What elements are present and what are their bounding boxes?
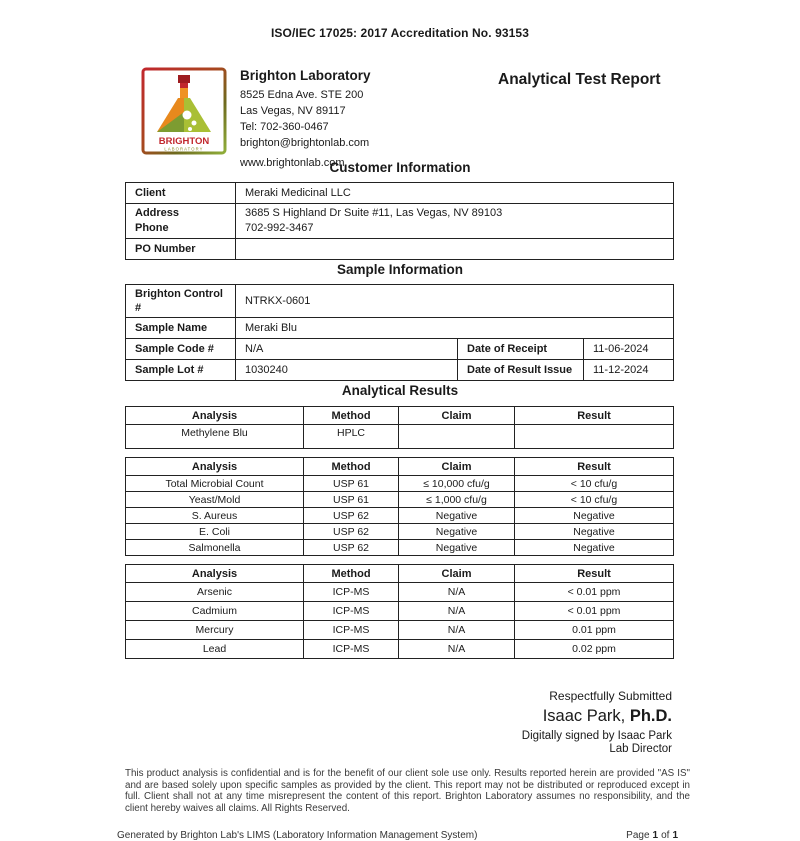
analytical-results-heading: Analytical Results (341, 383, 459, 398)
table-row: Methylene Blu HPLC (126, 425, 674, 449)
col-method: Method (304, 458, 399, 476)
date-issue-value: 11-12-2024 (584, 360, 674, 381)
col-analysis: Analysis (126, 458, 304, 476)
lab-phone: Tel: 702-360-0467 (240, 121, 329, 133)
table-header-row (126, 565, 674, 583)
table-row: Total Microbial Count USP 61 ≤ 10,000 cfu/g < 10 cfu/g (126, 476, 674, 492)
col-result: Result (515, 458, 674, 476)
lab-website: www.brightonlab.com (240, 157, 345, 169)
customer-information-heading: Customer Information (329, 160, 471, 175)
lab-address-line1: 8525 Edna Ave. STE 200 (240, 89, 364, 101)
col-claim: Claim (399, 407, 515, 425)
table-row: Arsenic ICP-MS N/A < 0.01 ppm (126, 583, 674, 602)
logo-sub-text: LABORATORY (164, 146, 204, 152)
table-header-row (126, 458, 674, 476)
results-table-microbial (125, 457, 674, 556)
lab-name: Brighton Laboratory (240, 68, 371, 83)
table-row: Lead ICP-MS N/A 0.02 ppm (126, 640, 674, 659)
sample-lot-label: Sample Lot # (126, 360, 236, 381)
table-row: Yeast/Mold USP 61 ≤ 1,000 cfu/g < 10 cfu/g (126, 492, 674, 508)
col-analysis: Analysis (126, 407, 304, 425)
lab-email: brighton@brightonlab.com (240, 137, 370, 149)
date-receipt-value: 11-06-2024 (584, 339, 674, 360)
table-row (126, 204, 674, 239)
table-row (126, 285, 674, 318)
lab-contact-block (240, 68, 371, 169)
respectfully-submitted: Respectfully Submitted (549, 689, 672, 703)
sample-name-value: Meraki Blu (236, 318, 674, 339)
table-row (126, 360, 674, 381)
digital-signature-note: Digitally signed by Isaac Park (521, 730, 672, 742)
disclaimer-text: This product analysis is confidential and is for the benefit of our client sole use only. Results reported herein are provided "AS IS" and are based solely upon specific samples as provided by the client. This report may not be distributed or reproduced except in full. Client shall not at any time misrepresent the content of this report. Brighton Laboratory assumes no responsibility, and the client hereby waives all claims. All Rights Reserved. (125, 768, 690, 814)
sample-code-label: Sample Code # (126, 339, 236, 360)
table-row: S. Aureus USP 62 Negative Negative (126, 508, 674, 524)
control-number-value: NTRKX-0601 (236, 285, 674, 318)
col-claim: Claim (399, 458, 515, 476)
page-number: Page 1 of 1 (626, 830, 678, 841)
table-row (126, 318, 674, 339)
table-row: Salmonella USP 62 Negative Negative (126, 540, 674, 556)
client-label: Client (126, 183, 236, 204)
accreditation-line: ISO/IEC 17025: 2017 Accreditation No. 93153 (271, 26, 529, 40)
col-result: Result (515, 407, 674, 425)
signatory-role: Lab Director (609, 743, 672, 755)
col-method: Method (304, 565, 399, 583)
address-phone-label: Address Phone (126, 204, 236, 239)
sample-code-value: N/A (236, 339, 458, 360)
table-row (126, 239, 674, 260)
table-row (126, 339, 674, 360)
control-number-label: Brighton Control # (126, 285, 236, 318)
report-title: Analytical Test Report (498, 71, 661, 88)
client-value: Meraki Medicinal LLC (236, 183, 674, 204)
page-footer (117, 830, 678, 841)
table-row (126, 183, 674, 204)
col-method: Method (304, 407, 399, 425)
sample-information-table (125, 284, 674, 381)
signatory-name: Isaac Park, Ph.D. (542, 707, 672, 725)
sample-information-heading: Sample Information (336, 262, 463, 277)
brighton-logo (140, 66, 228, 158)
results-table-assay (125, 406, 674, 449)
date-receipt-label: Date of Receipt (458, 339, 584, 360)
po-number-label: PO Number (126, 239, 236, 260)
lab-address-line2: Las Vegas, NV 89117 (240, 105, 346, 117)
results-table-heavy-metals (125, 564, 674, 659)
signature-block (0, 689, 672, 755)
table-header-row (126, 407, 674, 425)
lims-generated-note: Generated by Brighton Lab's LIMS (Laboratory Information Management System) (117, 830, 478, 841)
sample-lot-value: 1030240 (236, 360, 458, 381)
date-issue-label: Date of Result Issue (458, 360, 584, 381)
table-row: E. Coli USP 62 Negative Negative (126, 524, 674, 540)
col-claim: Claim (399, 565, 515, 583)
col-result: Result (515, 565, 674, 583)
col-analysis: Analysis (126, 565, 304, 583)
table-row: Mercury ICP-MS N/A 0.01 ppm (126, 621, 674, 640)
table-row: Cadmium ICP-MS N/A < 0.01 ppm (126, 602, 674, 621)
sample-name-label: Sample Name (126, 318, 236, 339)
customer-information-table (125, 182, 674, 260)
address-phone-value: 3685 S Highland Dr Suite #11, Las Vegas, NV 89103 702-992-3467 (236, 204, 674, 239)
po-number-value (236, 239, 674, 260)
logo-brand-text: BRIGHTON (158, 136, 210, 147)
